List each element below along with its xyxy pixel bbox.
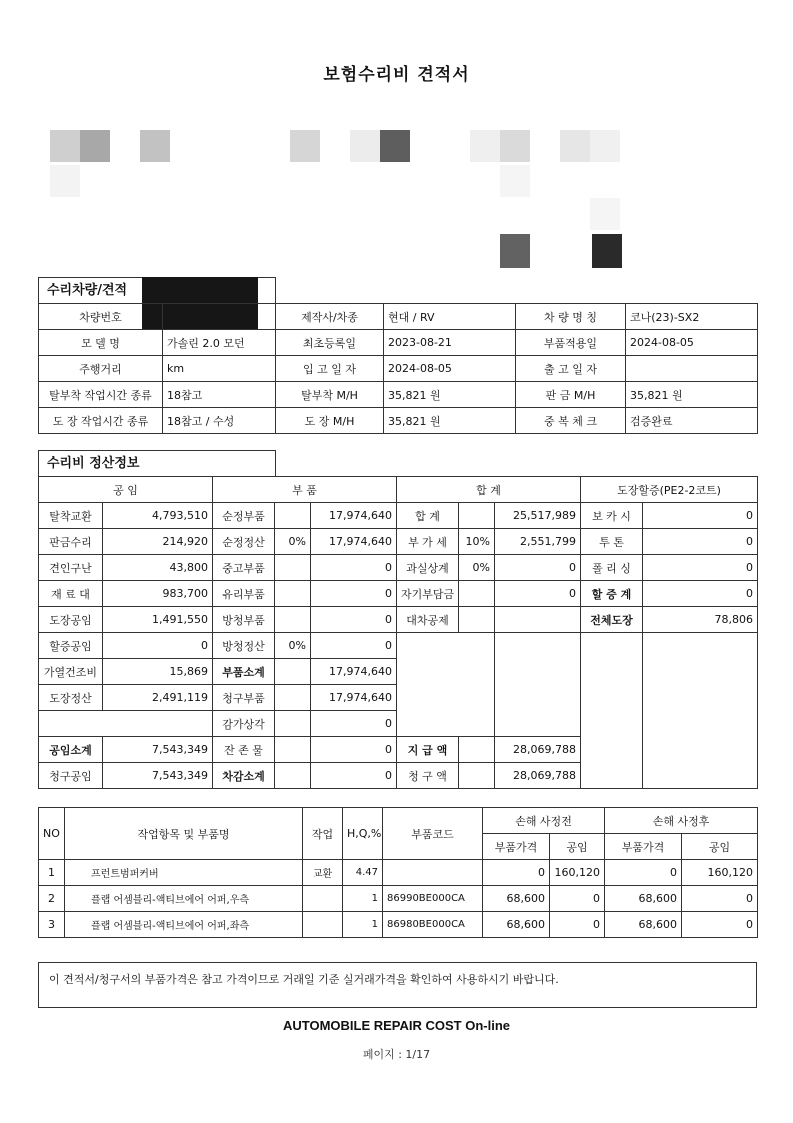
row-name: 플랩 어셈블리-액티브에어 어퍼,좌측 bbox=[65, 912, 303, 938]
row-before-labor: 160,120 bbox=[550, 860, 605, 886]
paint-label: 보 카 시 bbox=[581, 503, 643, 529]
col-before: 손해 사정전 bbox=[483, 808, 605, 834]
mileage-value: km bbox=[163, 356, 276, 382]
total-label: 대차공제 bbox=[397, 607, 459, 633]
parts-pct bbox=[275, 685, 311, 711]
panel-mh-value: 35,821 원 bbox=[626, 382, 758, 408]
labor-label: 견인구난 bbox=[39, 555, 103, 581]
total-label: 청 구 액 bbox=[397, 763, 459, 789]
total-pct bbox=[459, 763, 495, 789]
row-work bbox=[303, 886, 343, 912]
total-pct bbox=[459, 503, 495, 529]
labor-label: 공임소계 bbox=[39, 737, 103, 763]
row-no: 1 bbox=[39, 860, 65, 886]
parts-value: 0 bbox=[311, 633, 397, 659]
vehicle-section-title: 수리차량/견적 bbox=[38, 277, 276, 304]
head-labor: 공 임 bbox=[39, 477, 213, 503]
model-value: 가솔린 2.0 모던 bbox=[163, 330, 276, 356]
row-code: 86980BE000CA bbox=[383, 912, 483, 938]
paint-type-value: 18참고 / 수성 bbox=[163, 408, 276, 434]
parts-label: 중고부품 bbox=[213, 555, 275, 581]
plate-value bbox=[163, 304, 276, 330]
vehicle-info-table bbox=[38, 303, 758, 434]
col-after-price: 부품가격 bbox=[605, 834, 682, 860]
page-number: 페이지 : 1/17 bbox=[362, 1048, 431, 1061]
labor-value: 4,793,510 bbox=[103, 503, 213, 529]
parts-label: 차감소계 bbox=[213, 763, 275, 789]
total-pct bbox=[459, 737, 495, 763]
parts-value: 17,974,640 bbox=[311, 659, 397, 685]
parts-pct bbox=[275, 607, 311, 633]
settle-row bbox=[39, 503, 758, 529]
labor-value: 983,700 bbox=[103, 581, 213, 607]
total-value bbox=[495, 607, 581, 633]
model-label: 모 델 명 bbox=[39, 330, 163, 356]
parts-value: 0 bbox=[311, 737, 397, 763]
col-after-labor: 공임 bbox=[682, 834, 758, 860]
labor-value: 1,491,550 bbox=[103, 607, 213, 633]
total-value: 28,069,788 bbox=[495, 763, 581, 789]
col-after: 손해 사정후 bbox=[605, 808, 758, 834]
labor-label: 도장정산 bbox=[39, 685, 103, 711]
row-no: 3 bbox=[39, 912, 65, 938]
col-name: 작업항목 및 부품명 bbox=[65, 808, 303, 860]
labor-value: 7,543,349 bbox=[103, 763, 213, 789]
paint-empty bbox=[643, 633, 758, 789]
parts-label: 잔 존 물 bbox=[213, 737, 275, 763]
settlement-table bbox=[38, 476, 758, 789]
parts-label: 방청부품 bbox=[213, 607, 275, 633]
paint-value: 78,806 bbox=[643, 607, 758, 633]
row-code: 86990BE000CA bbox=[383, 886, 483, 912]
total-empty bbox=[397, 633, 495, 737]
labor-label: 재 료 대 bbox=[39, 581, 103, 607]
settle-row bbox=[39, 607, 758, 633]
col-before-labor: 공임 bbox=[550, 834, 605, 860]
total-label: 부 가 세 bbox=[397, 529, 459, 555]
head-paint: 도장할증(PE2-2코트) bbox=[581, 477, 758, 503]
parts-value: 0 bbox=[311, 555, 397, 581]
parts-label: 감가상각 bbox=[213, 711, 275, 737]
total-label: 자기부담금 bbox=[397, 581, 459, 607]
paint-label: 할 증 계 bbox=[581, 581, 643, 607]
total-pct: 0% bbox=[459, 555, 495, 581]
table-row bbox=[39, 886, 758, 912]
parts-label: 순정부품 bbox=[213, 503, 275, 529]
parts-pct bbox=[275, 659, 311, 685]
parts-value: 17,974,640 bbox=[311, 503, 397, 529]
maker-value: 현대 / RV bbox=[384, 304, 516, 330]
partsdate-value: 2024-08-05 bbox=[626, 330, 758, 356]
detach-type-value: 18참고 bbox=[163, 382, 276, 408]
total-label: 지 급 액 bbox=[397, 737, 459, 763]
col-code: 부품코드 bbox=[383, 808, 483, 860]
parts-pct bbox=[275, 737, 311, 763]
row-after-price: 68,600 bbox=[605, 886, 682, 912]
row-after-price: 68,600 bbox=[605, 912, 682, 938]
labor-empty bbox=[39, 711, 213, 737]
footer-brand: AUTOMOBILE REPAIR COST On-line bbox=[282, 1018, 511, 1033]
row-before-price: 68,600 bbox=[483, 886, 550, 912]
total-value: 28,069,788 bbox=[495, 737, 581, 763]
maker-label: 제작사/차종 bbox=[276, 304, 384, 330]
row-hq: 1 bbox=[343, 912, 383, 938]
parts-pct bbox=[275, 711, 311, 737]
col-no: NO bbox=[39, 808, 65, 860]
total-pct: 10% bbox=[459, 529, 495, 555]
total-pct bbox=[459, 581, 495, 607]
parts-value: 0 bbox=[311, 763, 397, 789]
parts-label: 부품소계 bbox=[213, 659, 275, 685]
row-hq: 1 bbox=[343, 886, 383, 912]
parts-pct: 0% bbox=[275, 529, 311, 555]
settle-section-title: 수리비 정산정보 bbox=[38, 450, 276, 477]
partsdate-label: 부품적용일 bbox=[516, 330, 626, 356]
indate-value: 2024-08-05 bbox=[384, 356, 516, 382]
total-value: 25,517,989 bbox=[495, 503, 581, 529]
row-before-labor: 0 bbox=[550, 912, 605, 938]
plate-label: 차량번호 bbox=[39, 304, 163, 330]
firstreg-value: 2023-08-21 bbox=[384, 330, 516, 356]
parts-value: 0 bbox=[311, 581, 397, 607]
total-empty bbox=[495, 633, 581, 737]
outdate-label: 출 고 일 자 bbox=[516, 356, 626, 382]
head-total: 합 계 bbox=[397, 477, 581, 503]
row-after-price: 0 bbox=[605, 860, 682, 886]
labor-value: 43,800 bbox=[103, 555, 213, 581]
dup-check-value: 검증완료 bbox=[626, 408, 758, 434]
total-label: 합 계 bbox=[397, 503, 459, 529]
paint-empty bbox=[581, 633, 643, 789]
repair-items-table bbox=[38, 807, 758, 938]
parts-pct bbox=[275, 503, 311, 529]
row-hq: 4.47 bbox=[343, 860, 383, 886]
labor-label: 청구공임 bbox=[39, 763, 103, 789]
outdate-value bbox=[626, 356, 758, 382]
parts-value: 0 bbox=[311, 607, 397, 633]
parts-value: 0 bbox=[311, 711, 397, 737]
dup-check-label: 중 복 체 크 bbox=[516, 408, 626, 434]
parts-pct bbox=[275, 763, 311, 789]
document-title: 보험수리비 견적서 bbox=[323, 65, 470, 85]
parts-value: 17,974,640 bbox=[311, 685, 397, 711]
row-after-labor: 0 bbox=[682, 886, 758, 912]
labor-value: 7,543,349 bbox=[103, 737, 213, 763]
total-value: 0 bbox=[495, 555, 581, 581]
labor-value: 2,491,119 bbox=[103, 685, 213, 711]
total-pct bbox=[459, 607, 495, 633]
firstreg-label: 최초등록일 bbox=[276, 330, 384, 356]
row-work bbox=[303, 912, 343, 938]
detach-mh-label: 탈부착 M/H bbox=[276, 382, 384, 408]
paint-value: 0 bbox=[643, 529, 758, 555]
mileage-label: 주행거리 bbox=[39, 356, 163, 382]
row-work: 교환 bbox=[303, 860, 343, 886]
detach-type-label: 탈부착 작업시간 종류 bbox=[39, 382, 163, 408]
labor-label: 도장공임 bbox=[39, 607, 103, 633]
detach-mh-value: 35,821 원 bbox=[384, 382, 516, 408]
table-row bbox=[39, 860, 758, 886]
labor-label: 탈착교환 bbox=[39, 503, 103, 529]
parts-label: 청구부품 bbox=[213, 685, 275, 711]
carname-label: 차 량 명 칭 bbox=[516, 304, 626, 330]
parts-label: 방청정산 bbox=[213, 633, 275, 659]
paint-value: 0 bbox=[643, 581, 758, 607]
labor-value: 0 bbox=[103, 633, 213, 659]
parts-pct bbox=[275, 581, 311, 607]
disclaimer-note: 이 견적서/청구서의 부품가격은 참고 가격이므로 거래일 기준 실거래가격을 확인하여 사용하시기 바랍니다. bbox=[38, 962, 757, 1008]
row-after-labor: 160,120 bbox=[682, 860, 758, 886]
parts-pct: 0% bbox=[275, 633, 311, 659]
paint-mh-value: 35,821 원 bbox=[384, 408, 516, 434]
labor-value: 15,869 bbox=[103, 659, 213, 685]
parts-value: 17,974,640 bbox=[311, 529, 397, 555]
indate-label: 입 고 일 자 bbox=[276, 356, 384, 382]
paint-value: 0 bbox=[643, 555, 758, 581]
panel-mh-label: 판 금 M/H bbox=[516, 382, 626, 408]
col-before-price: 부품가격 bbox=[483, 834, 550, 860]
row-before-labor: 0 bbox=[550, 886, 605, 912]
labor-value: 214,920 bbox=[103, 529, 213, 555]
paint-label: 전체도장 bbox=[581, 607, 643, 633]
head-parts: 부 품 bbox=[213, 477, 397, 503]
paint-label: 폴 리 싱 bbox=[581, 555, 643, 581]
settle-row bbox=[39, 633, 758, 659]
row-code bbox=[383, 860, 483, 886]
row-no: 2 bbox=[39, 886, 65, 912]
settle-row bbox=[39, 529, 758, 555]
total-value: 2,551,799 bbox=[495, 529, 581, 555]
paint-label: 투 톤 bbox=[581, 529, 643, 555]
parts-pct bbox=[275, 555, 311, 581]
settle-row bbox=[39, 581, 758, 607]
parts-label: 유리부품 bbox=[213, 581, 275, 607]
table-row bbox=[39, 912, 758, 938]
settle-row bbox=[39, 555, 758, 581]
total-label: 과실상계 bbox=[397, 555, 459, 581]
labor-label: 가열건조비 bbox=[39, 659, 103, 685]
carname-value: 코나(23)-SX2 bbox=[626, 304, 758, 330]
paint-mh-label: 도 장 M/H bbox=[276, 408, 384, 434]
row-after-labor: 0 bbox=[682, 912, 758, 938]
row-before-price: 68,600 bbox=[483, 912, 550, 938]
row-name: 프런트범퍼커버 bbox=[65, 860, 303, 886]
row-name: 플랩 어셈블리-액티브에어 어퍼,우측 bbox=[65, 886, 303, 912]
col-hq: H,Q,% bbox=[343, 808, 383, 860]
row-before-price: 0 bbox=[483, 860, 550, 886]
parts-label: 순정정산 bbox=[213, 529, 275, 555]
labor-label: 판금수리 bbox=[39, 529, 103, 555]
total-value: 0 bbox=[495, 581, 581, 607]
col-work: 작업 bbox=[303, 808, 343, 860]
paint-type-label: 도 장 작업시간 종류 bbox=[39, 408, 163, 434]
labor-label: 할증공임 bbox=[39, 633, 103, 659]
paint-value: 0 bbox=[643, 503, 758, 529]
